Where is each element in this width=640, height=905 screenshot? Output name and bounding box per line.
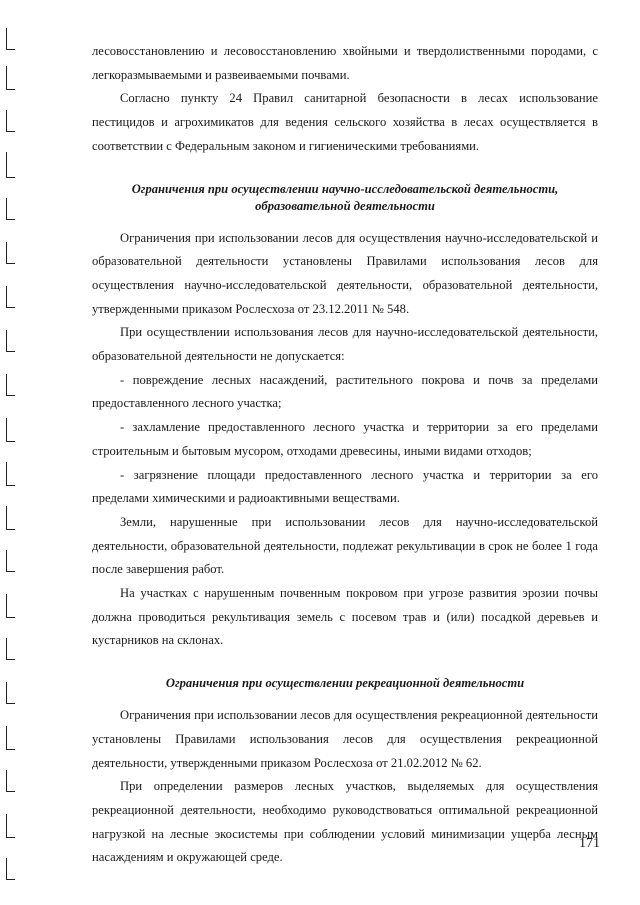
binding-mark [6, 330, 15, 352]
binding-mark [6, 770, 15, 792]
paragraph: Ограничения при использовании лесов для осуществления рекреационной деятельности установлены Правилами использования лесов для осуществления рекреационной деятельности, утвержденными приказом Рослесхоза от 21.02.2012 № 62. [92, 708, 598, 770]
binding-mark [6, 638, 15, 660]
list-item: - загрязнение площади предоставленного лесного участка и территории за его пределами химическими и радиоактивными веществами. [92, 467, 598, 506]
binding-mark [6, 550, 15, 572]
binding-mark [6, 418, 15, 442]
list-item: - захламление предоставленного лесного участка и территории за его пределами строительным и бытовым мусором, отходами древесины, иными видами отходов; [92, 420, 598, 458]
binding-mark [6, 462, 15, 486]
paragraph: Ограничения при использовании лесов для осуществления научно-исследовательской и образовательной деятельности установлены Правилами использования лесов для осуществления научно-исследовательской деятельности, образовательной деятельности, утвержденными приказом Рослесхоза от 23.12.2011 № 548. [92, 230, 598, 316]
binding-mark [6, 374, 15, 396]
section-heading: Ограничения при осуществлении научно-исследовательской деятельности, образовательной деятельности [131, 181, 559, 213]
section-heading: Ограничения при осуществлении рекреационной деятельности [165, 676, 525, 691]
paragraph: Согласно пункту 24 Правил санитарной безопасности в лесах использование пестицидов и агрохимикатов для ведения сельского хозяйства в лесах осуществляется в соответствии с Федеральным законом и гигиеническими требованиями. [92, 91, 598, 153]
binding-mark [6, 506, 15, 530]
paragraph: лесовосстановлению и лесовосстановлению хвойными и твердолиственными породами, с легкоразмываемыми и развеиваемыми почвами. [92, 44, 598, 82]
binding-mark [6, 198, 15, 220]
binding-mark [6, 594, 15, 618]
page-number: 171 [579, 836, 600, 851]
binding-mark [6, 66, 15, 90]
binding-mark [6, 726, 15, 750]
binding-mark [6, 242, 15, 264]
binding-mark [6, 682, 15, 704]
paragraph: Земли, нарушенные при использовании лесов для научно-исследовательской деятельности, образовательной деятельности, подлежат рекультивации в срок не более 1 года после завершения работ. [92, 514, 598, 577]
paragraph: При определении размеров лесных участков, выделяемых для осуществления рекреационной деятельности, необходимо руководствоваться оптимальной рекреационной нагрузкой на лесные экосистемы при соблюдении условий минимизации ущерба лесным насаждениям и окружающей среде. [92, 779, 598, 865]
binding-mark [6, 110, 15, 132]
body-text [92, 40, 598, 870]
binding-mark [6, 814, 15, 838]
paragraph: На участках с нарушенным почвенным покровом при угрозе развития эрозии почвы должна проводиться рекультивация земель с посевом трав и (или) посадкой деревьев и кустарников на склонах. [92, 586, 598, 648]
binding-mark [6, 858, 15, 880]
binding-mark [6, 286, 15, 308]
list-item: - повреждение лесных насаждений, растительного покрова и почв за пределами предоставленного лесного участка; [92, 372, 598, 411]
binding-mark [6, 28, 15, 50]
binding-mark [6, 152, 15, 178]
paragraph: При осуществлении использования лесов для научно-исследовательской деятельности, образовательной деятельности не допускается: [92, 325, 598, 364]
